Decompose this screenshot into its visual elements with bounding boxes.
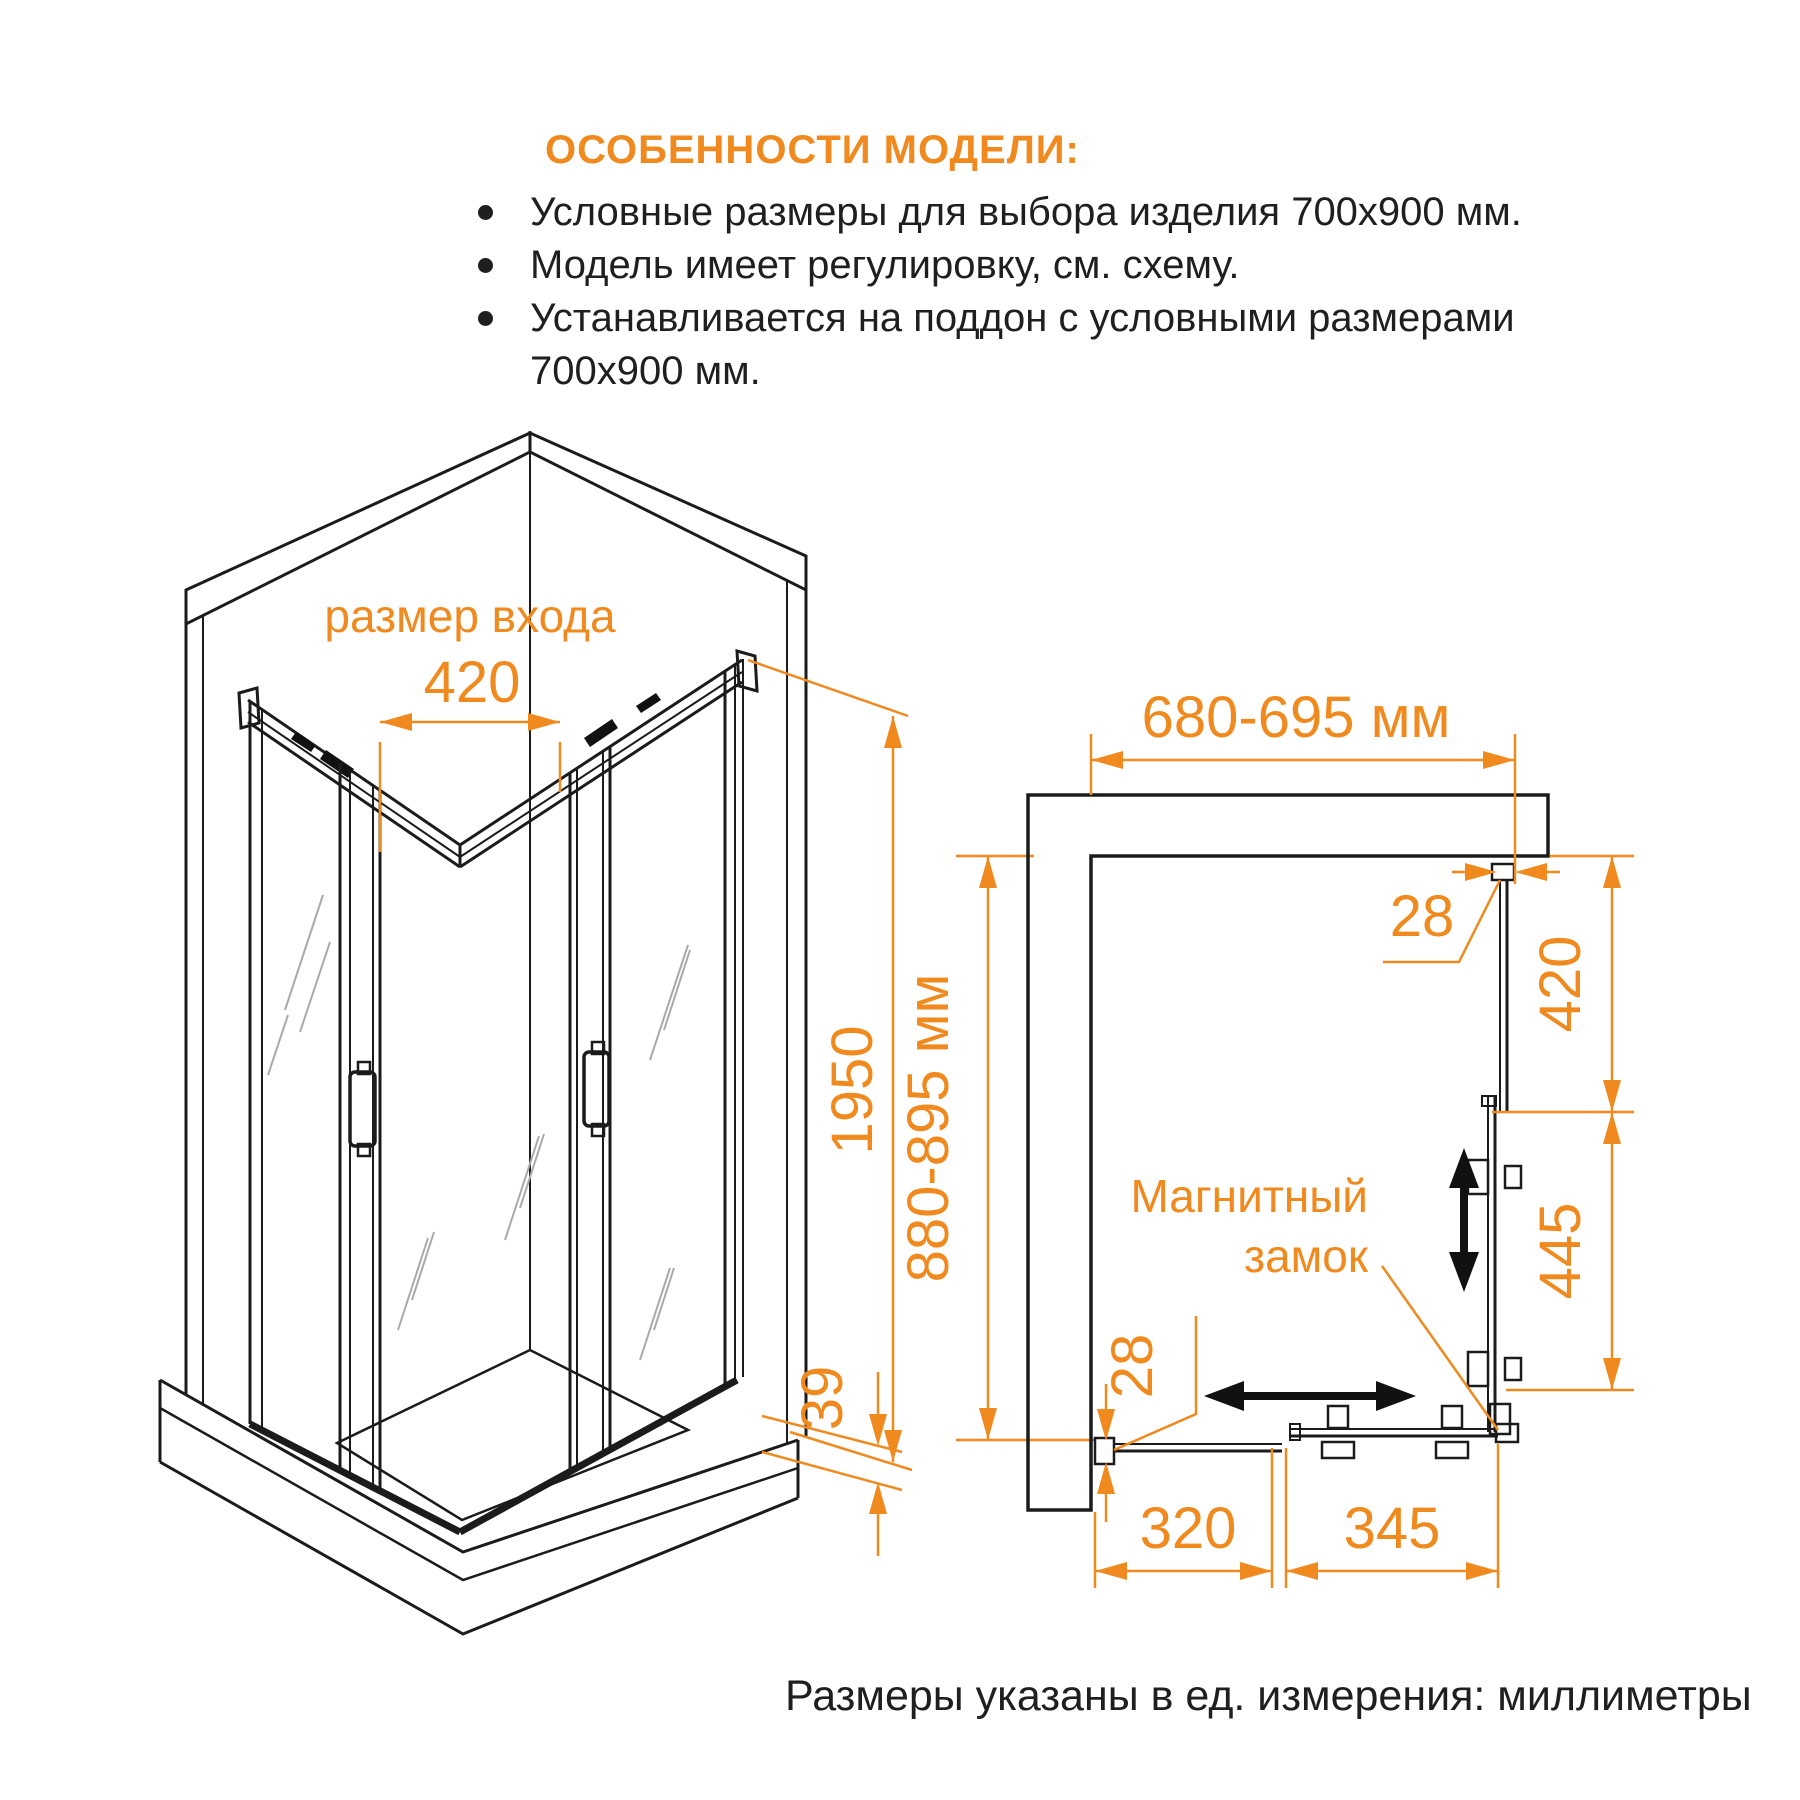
roller-bracket-icon xyxy=(1442,1406,1462,1428)
plan-view xyxy=(1028,685,1634,1588)
bottom-gap-value: 28 xyxy=(1100,1333,1165,1399)
entrance-width-value: 420 xyxy=(423,650,521,715)
wall-profile xyxy=(1095,1438,1114,1464)
glass-shine xyxy=(268,895,690,1360)
feature-item: Условные размеры для выбора изделия 700x900 мм. xyxy=(530,186,1540,239)
iso-view xyxy=(160,433,1095,1634)
dim-bottom xyxy=(1095,1444,1498,1588)
plan-right-side xyxy=(1468,864,1521,1442)
dim-entrance xyxy=(324,590,616,852)
bottom-door-value: 345 xyxy=(1343,1496,1441,1561)
handle-icon xyxy=(584,1052,609,1126)
height-value: 1950 xyxy=(820,1025,885,1155)
rail-end-cap xyxy=(737,651,757,691)
side-door-value: 445 xyxy=(1528,1202,1593,1300)
roller-bracket-icon xyxy=(1322,1442,1354,1458)
dim-height xyxy=(748,660,912,1470)
bottom-fixed-value: 320 xyxy=(1139,1496,1237,1561)
plan-width-value: 680-695 мм xyxy=(1141,685,1451,750)
magnet-label xyxy=(1130,1170,1498,1430)
dim-right-side xyxy=(1492,856,1634,1390)
iso-walls xyxy=(186,433,806,1444)
top-gap-value: 28 xyxy=(1389,884,1455,949)
units-note: Размеры указаны в ед. измерения: миллиметры xyxy=(785,1672,1752,1720)
dim-bottom-28 xyxy=(1097,1316,1196,1522)
roller-bracket-icon xyxy=(1505,1166,1521,1188)
roller-bracket-icon xyxy=(1468,1352,1488,1386)
roller-bracket-icon xyxy=(1436,1442,1468,1458)
feature-item: Модель имеет регулировку, см. схему. xyxy=(530,239,1540,292)
plan-bottom-side xyxy=(1095,1406,1498,1464)
dim-depth xyxy=(896,856,1095,1440)
handle-icon xyxy=(350,1072,375,1146)
roller-bracket-icon xyxy=(1328,1406,1348,1428)
side-fixed-value: 420 xyxy=(1528,935,1593,1033)
features-title: ОСОБЕННОСТИ МОДЕЛИ: xyxy=(545,128,1080,172)
feature-item: Устанавливается на поддон с условными размерами 700x900 мм. xyxy=(530,292,1540,398)
iso-tray xyxy=(160,1350,798,1634)
roller-bracket-icon xyxy=(636,693,661,713)
magnet-label-line2: замок xyxy=(1243,1230,1368,1282)
magnet-label-line1: Магнитный xyxy=(1130,1170,1368,1222)
roller-bracket-icon xyxy=(1505,1358,1521,1380)
entrance-label: размер входа xyxy=(324,590,616,642)
roller-bracket-icon xyxy=(584,719,618,747)
dim-plan-width xyxy=(1091,685,1515,884)
depth-range-value: 880-895 мм xyxy=(896,973,961,1283)
tray-height-value: 39 xyxy=(790,1365,855,1431)
